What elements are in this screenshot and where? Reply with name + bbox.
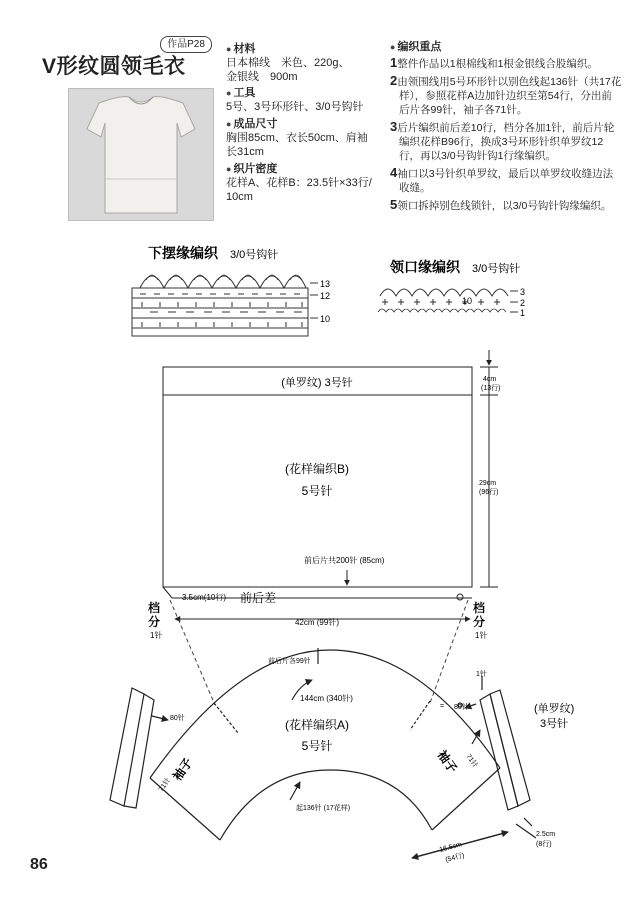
cuff-rows: (8行): [536, 841, 552, 848]
size-line: 长31cm: [226, 146, 264, 158]
hem-row-label: 10: [320, 314, 331, 324]
yoke-start-count: 起136针 (17花样): [296, 805, 351, 812]
tools-heading: ● 工具: [226, 86, 364, 100]
cuff-height: 2.5cm: [536, 831, 556, 838]
pattern-title: V形纹圆领毛衣: [42, 55, 186, 78]
step-number: 2: [390, 73, 398, 88]
hem-edging-chart: [132, 275, 318, 336]
step-text: 由领围线用5号环形针以别色线起136针（共17花: [397, 76, 622, 88]
step-text: 收缝。: [399, 182, 431, 194]
points-heading: ● 编织重点: [390, 40, 635, 54]
body-yoke-connector: [170, 600, 468, 705]
yoke-depth-rows: (54行): [444, 852, 466, 864]
gusset-right-stitch: 1针: [475, 631, 488, 640]
materials-heading: ● 材料: [226, 42, 349, 56]
yoke-pattern-label: (花样编织A): [285, 718, 349, 732]
neck-row-label: 1: [520, 308, 526, 318]
materials-line: 金银线 900m: [226, 71, 298, 83]
neck-edging-title: 领口缘编织: [390, 259, 460, 275]
neck-edging-tool: 3/0号钩针: [472, 263, 521, 275]
gusset-left-label: 档: [148, 601, 161, 615]
body-width: 42cm (99针): [294, 618, 340, 627]
front-back-count: 前后片共200针 (85cm): [304, 556, 385, 565]
neck-center-count: 10: [462, 296, 473, 306]
page-number: 86: [30, 856, 48, 873]
gusset-right-label: 档: [473, 601, 486, 615]
size-line: 胸围85cm、衣长50cm、肩袖: [226, 132, 368, 144]
step-number: 3: [390, 119, 398, 134]
step-text: 领口拆掉别色线锁针，以3/0号钩针钩缘编织。: [397, 200, 612, 212]
sleeve-left-label: 袖子: [170, 755, 196, 784]
cuff-rib-label: (单罗纹): [534, 703, 575, 715]
one-stitch-label: 1针: [476, 671, 487, 678]
gusset-left-stitch: 1针: [150, 631, 163, 640]
yoke-needle-label: 5号针: [301, 739, 333, 753]
rib-rows: (13行): [481, 385, 501, 392]
yoke-top-count: 前后片各99针: [268, 658, 311, 665]
step-text: 后片编织前后差10行，档分各加1针，前后片轮: [397, 122, 615, 134]
step-text: 后片各99针，袖子各71针。: [399, 104, 528, 116]
step-text: 编织花样B96行，换成3号环形针织单罗纹12: [399, 136, 604, 148]
sleeve-right-label: 袖子: [434, 747, 460, 776]
yoke-depth: 16.5cm: [438, 841, 463, 854]
neck-row-label: 2: [520, 298, 526, 308]
gauge-line: 10cm: [226, 191, 253, 203]
gauge-line: 花样A、花样B：23.5针×33行/: [226, 177, 372, 189]
hem-row-label: 13: [320, 279, 331, 289]
step-text: 袖口以3号针织单罗纹，最后以单罗纹收缝边法: [397, 168, 614, 180]
body-needle-label: 5号针: [301, 484, 333, 498]
gusset-left-label: 分: [148, 615, 161, 629]
yoke-outer: 144cm (340针): [300, 694, 353, 703]
gusset-right-label: 分: [473, 615, 486, 629]
cuff-right-count: 80针: [454, 704, 469, 711]
gauge-heading: ● 织片密度: [226, 162, 372, 176]
step-text: 行，再以3/0号钩针钩1行缘编织。: [399, 150, 556, 162]
front-back-diff: 3.5cm(10行): [182, 593, 227, 602]
materials-line: 日本棉线 米色、220g、: [226, 57, 350, 69]
sleeve-right-stitch: 71针: [464, 753, 479, 770]
step-text: 样），参照花样A边加针边织至第54行，分出前: [399, 90, 612, 102]
cuff-left-count: 80针: [170, 715, 185, 722]
body-height: 29cm: [479, 480, 497, 487]
tools-line: 5号、3号环形针、3/0号钩针: [226, 101, 364, 113]
body-rib-label: (单罗纹) 3号针: [281, 377, 353, 389]
hem-row-label: 12: [320, 291, 331, 301]
step-number: 5: [390, 197, 398, 212]
page-reference-badge: 作品P28: [160, 36, 212, 53]
neck-edging-chart: [378, 289, 518, 312]
neck-row-label: 3: [520, 287, 526, 297]
sleeve-left-stitch: 71针: [157, 777, 173, 794]
size-heading: ● 成品尺寸: [226, 117, 368, 131]
body-rows: (96行): [479, 489, 499, 496]
step-number: 4: [390, 165, 398, 180]
hem-edging-title: 下摆缘编织: [148, 245, 218, 261]
body-pattern-label: (花样编织B): [285, 462, 349, 476]
hem-edging-tool: 3/0号钩针: [230, 249, 279, 261]
step-text: 整件作品以1根棉线和1根金银线合股编织。: [397, 58, 598, 70]
rib-height: 4cm: [483, 376, 497, 383]
circle-mark-equals: =: [440, 703, 445, 710]
cuff-rib-needle: 3号针: [540, 718, 569, 730]
front-back-diff-label: 前后差: [240, 591, 277, 605]
step-number: 1: [390, 55, 398, 70]
